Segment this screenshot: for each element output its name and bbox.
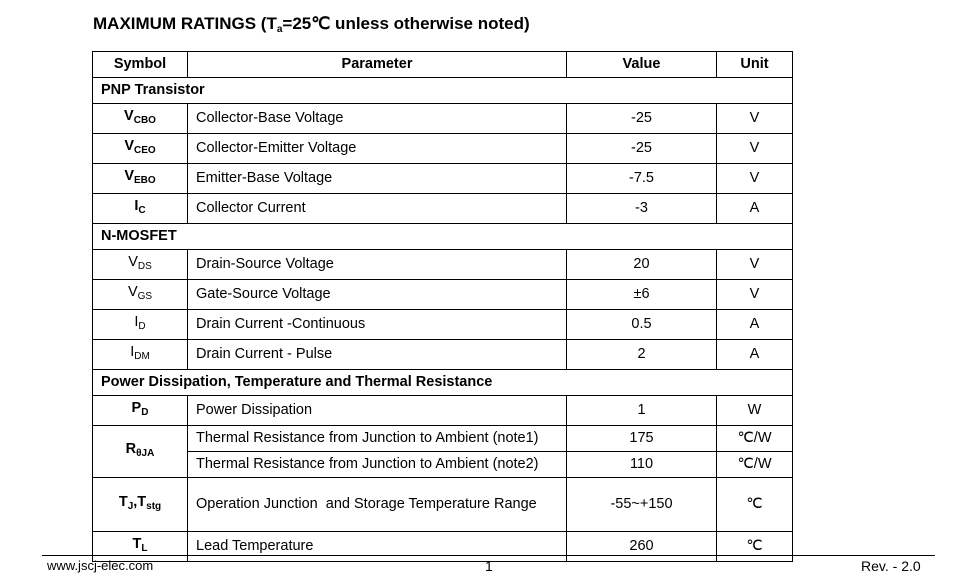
value-cell: 110 — [567, 452, 717, 478]
value-cell: -25 — [567, 134, 717, 164]
symbol-cell: $V_{CBO}$ — [93, 104, 188, 134]
symbol-cell: $P_D$ — [93, 396, 188, 426]
unit-cell: A — [717, 194, 793, 224]
table-row — [93, 194, 793, 224]
unit-cell: ℃ — [717, 478, 793, 532]
unit-cell: V — [717, 104, 793, 134]
unit-cell: A — [717, 340, 793, 370]
section-heading-nmosfet: N-MOSFET — [93, 224, 793, 250]
table-header-row — [93, 52, 793, 78]
table-row — [93, 310, 793, 340]
unit-cell: V — [717, 164, 793, 194]
section-heading-pnp: PNP Transistor — [93, 78, 793, 104]
table-row — [93, 164, 793, 194]
parameter-cell: Collector-Base Voltage — [188, 104, 567, 134]
table-row — [93, 396, 793, 426]
table-row — [93, 250, 793, 280]
parameter-cell: Thermal Resistance from Junction to Ambient (note2) — [188, 452, 567, 478]
parameter-cell: Operation Junction and Storage Temperature Range — [188, 478, 567, 532]
table-row — [93, 452, 793, 478]
unit-cell: V — [717, 134, 793, 164]
parameter-cell: Gate-Source Voltage — [188, 280, 567, 310]
header-unit: Unit — [717, 52, 793, 78]
header-parameter: Parameter — [188, 52, 567, 78]
footer-website: www.jscj-elec.com — [47, 558, 154, 573]
table-row — [93, 104, 793, 134]
footer-divider — [42, 555, 935, 556]
section-row — [93, 370, 793, 396]
symbol-cell: $V_{GS}$ — [93, 280, 188, 310]
table-row — [93, 478, 793, 532]
section-row — [93, 224, 793, 250]
value-cell: 175 — [567, 426, 717, 452]
footer-revision: Rev. - 2.0 — [861, 558, 921, 574]
unit-cell: ℃/W — [717, 452, 793, 478]
value-cell: 20 — [567, 250, 717, 280]
value-cell: -3 — [567, 194, 717, 224]
parameter-cell: Drain Current - Pulse — [188, 340, 567, 370]
value-cell: -7.5 — [567, 164, 717, 194]
maximum-ratings-table — [92, 51, 793, 562]
unit-cell: ℃ — [717, 532, 793, 562]
parameter-cell: Emitter-Base Voltage — [188, 164, 567, 194]
page-title: MAXIMUM RATINGS ($T_a=25℃$ unless otherwise noted) — [93, 14, 530, 35]
symbol-cell: $I_D$ — [93, 310, 188, 340]
symbol-cell: $T_L$ — [93, 532, 188, 562]
value-cell: ±6 — [567, 280, 717, 310]
section-row — [93, 78, 793, 104]
parameter-cell: Thermal Resistance from Junction to Ambient (note1) — [188, 426, 567, 452]
parameter-cell: Power Dissipation — [188, 396, 567, 426]
symbol-cell: $I_C$ — [93, 194, 188, 224]
table-row — [93, 426, 793, 452]
unit-cell: W — [717, 396, 793, 426]
parameter-cell: Collector Current — [188, 194, 567, 224]
table-row — [93, 134, 793, 164]
value-cell: -25 — [567, 104, 717, 134]
value-cell: 260 — [567, 532, 717, 562]
table-row — [93, 340, 793, 370]
parameter-cell: Drain-Source Voltage — [188, 250, 567, 280]
parameter-cell: Drain Current -Continuous — [188, 310, 567, 340]
table-row — [93, 532, 793, 562]
symbol-cell: $V_{EBO}$ — [93, 164, 188, 194]
header-symbol: Symbol — [93, 52, 188, 78]
symbol-cell: $V_{DS}$ — [93, 250, 188, 280]
symbol-cell: $I_{DM}$ — [93, 340, 188, 370]
footer-page-number: 1 — [485, 558, 493, 574]
parameter-cell: Lead Temperature — [188, 532, 567, 562]
value-cell: 2 — [567, 340, 717, 370]
unit-cell: A — [717, 310, 793, 340]
symbol-cell: $V_{CEO}$ — [93, 134, 188, 164]
table-row — [93, 280, 793, 310]
value-cell: 1 — [567, 396, 717, 426]
section-heading-power-thermal: Power Dissipation, Temperature and Thermal Resistance — [93, 370, 793, 396]
unit-cell: ℃/W — [717, 426, 793, 452]
parameter-cell: Collector-Emitter Voltage — [188, 134, 567, 164]
symbol-cell: $T_J,T_{stg}$ — [93, 478, 188, 532]
unit-cell: V — [717, 250, 793, 280]
header-value: Value — [567, 52, 717, 78]
value-cell: 0.5 — [567, 310, 717, 340]
unit-cell: V — [717, 280, 793, 310]
symbol-cell: $R_{\theta JA}$ — [93, 426, 188, 478]
value-cell: -55~+150 — [567, 478, 717, 532]
